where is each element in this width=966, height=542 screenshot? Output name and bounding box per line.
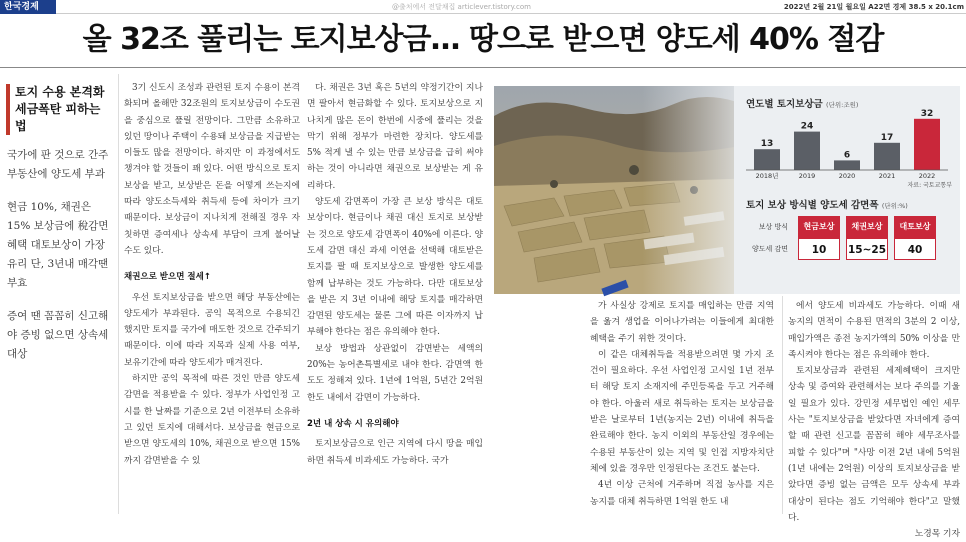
bar-0 [754,149,780,170]
column-divider [118,74,119,514]
bar-category-label-4: 2022 [918,172,936,180]
rate-land: 40 [894,238,936,260]
rate-row [738,238,958,260]
article-column-3 [307,80,483,469]
bar-category-label-2: 2020 [838,172,856,180]
article-column-2 [124,80,300,469]
column-divider [782,296,783,514]
aerial-farmland-photo [494,86,764,294]
subhead-line-2: 세금폭탄 피하는 법 [15,102,101,133]
paragraph: 하지만 공익 목적에 따른 것인 만큼 양도세 감면을 적용받을 수 있다. 정부가 사업인정 고시를 한 날짜를 기준으로 2년 이전부터 소유하고 있던 토지에 대해서다. 보상금을 현금으로 받으면 양도세의 10%, 채권으로 받으면 15%까지 감면받을 수 있 [124,374,300,466]
table-title-text: 토지 보상 방식별 양도세 감면폭 [746,200,879,211]
top-bar [0,0,966,14]
table-unit: (단위:%) [881,202,908,210]
summary-point-2: 현금 10%, 채권은 15% 보상금에 稅감면 혜택 대토보상이 가장 유리 단, 3년내 매각땐 부효 [7,201,109,289]
summary-point-1: 국가에 판 것으로 간주 부동산에 양도세 부과 [7,149,109,180]
byline: 노경목 기자 [914,529,960,540]
section-heading: 채권으로 받으면 절세↑ [124,272,211,283]
rate-cash: 10 [798,238,840,260]
summary-point-3: 증여 땐 꼼꼼히 신고해야 증빙 없으면 상속세 대상 [7,310,109,360]
paragraph: 4년 이상 근처에 거주하며 직접 농사를 지은 농지를 대체 취득하면 1억원 한도 내 [590,480,774,507]
bar-value-label-1: 24 [800,121,814,132]
bar-value-label-3: 17 [880,132,894,143]
paragraph: 양도세 감면폭이 가장 큰 보상 방식은 대토보상이다. 현금이나 채권 대신 토지로 보상받는 것으로 양도세 감면폭이 40%에 이른다. 양도세 감면 대신 과세 이연을 선택해 대토받은 토지를 팔 때 토지보상으로 발생한 양도세를 함께 납부하는 것도 가능하다. 다만 대토보상을 받은 지 3년 이내에 해당 토지를 매각하면 감면된 양도세는 물론 그에 따른 이자까지 납부해야 한다는 점은 유의해야 한다. [307,197,483,338]
method-bond: 채권보상 [846,216,888,238]
paragraph: 토지보상금과 관련된 세제혜택이 크지만 상속 및 증여와 관련해서는 보다 주의를 기울일 필요가 있다. 강민정 세무법인 예인 세무사는 "토지보상금을 받았다면 자녀에게 증여할 때 관련 신고를 꼼꼼히 해야 세무조사를 피할 수 있다"며 "사망 이전 2년 내에 5억원(1년 내에는 2억원) 이상의 토지보상금을 받았다면 증빙 없는 금액은 모두 상속세 부과 대상이 된다는 점도 기억해야 한다"고 말했다. [788,366,960,523]
dateline: 2022년 2월 21일 월요일 A22면 경제 38.5 x 20.1cm [783,3,964,11]
paragraph: 이 같은 대체취득을 적용받으려면 몇 가지 조건이 필요하다. 우선 사업인정 고시일 1년 전부터 해당 토지 소재지에 주민등록을 두고 거주해야 한다. 아울러 새로 취득하는 토지는 보상금을 받은 날로부터 1년(농지는 2년) 이내에 취득을 완료해야 한다. 농지 이외의 부동산일 경우에는 수용된 부동산이 있는 지역 및 인접 지방자치단체에 있을 경우만 인정된다는 조건도 붙는다. [590,349,774,474]
paragraph: 3기 신도시 조성과 관련된 토지 수용이 본격화되며 올해만 32조원의 토지보상금이 수도권을 중심으로 풀릴 전망이다. 그만큼 소유하고 있던 땅이나 주택이 수용돼 보상금을 지급받는 이들도 많을 전망이다. 하지만 이 과정에서도 챙겨야 할 것들이 꽤 있다. 어떤 방식으로 토지보상을 받고, 보상받은 돈을 어떻게 쓰는지에 따라 양도소득세와 취득세 등에 차이가 크기 때문이다. 보상금이 지나치게 전해질 경우 자칫하면 증여세나 상속세 부담이 크게 불어날 수도 있다. [124,83,300,256]
paragraph: 보상 방법과 상관없이 감면받는 세액의 20%는 농어촌특별세로 내야 한다. 감면액 한도도 정해져 있다. 1년에 1억원, 5년간 2억원 한도 내에서 감면이 가능하다. [307,343,483,403]
headline-rule [0,67,966,68]
chart-source: 자료: 국토교통부 [907,182,952,189]
subhead [6,84,110,135]
headline: 올 32조 풀리는 토지보상금… 땅으로 받으면 양도세 40% 절감 [82,22,884,57]
bar-value-label-0: 13 [760,139,774,150]
bar-3 [874,143,900,170]
bar-4 [914,119,940,170]
summary-column [7,146,111,378]
table-title [746,197,908,211]
paragraph: 토지보상금으로 인근 지역에 다시 땅을 매입하면 취득세 비과세도 가능하다. 국가 [307,439,483,466]
chart-unit: (단위:조원) [826,101,859,109]
bar-category-label-1: 2019 [798,172,816,180]
section-heading: 2년 내 상속 시 유의해야 [307,418,399,429]
method-row-label: 보상 방식 [758,223,788,231]
paragraph: 가 사실상 강제로 토지를 매입하는 만큼 지역을 옮겨 생업을 이어나가려는 이들에게 최대한 혜택을 주기 위한 것이다. [590,301,774,344]
source-watermark: @출처에서 전달채집 articlever.tistory.com [392,3,531,11]
method-cash: 현금보상 [798,216,840,238]
paragraph: 다. 채권은 3년 혹은 5년의 약정기간이 지나면 팔아서 현금화할 수 있다. 토지보상으로 지나치게 많은 돈이 한번에 시중에 풀리는 것을 막기 위해 정부가 마련한 장치다. 양도세를 5% 적게 낼 수 있는 만큼 보상금을 급히 써야 하는 것이 아니라면 채권으로 보상받는 게 유리하다. [307,83,483,191]
landscape-illustration [494,86,764,294]
bar-value-label-2: 6 [843,150,851,161]
method-land: 대토보상 [894,216,936,238]
article-column-5 [788,298,960,542]
subhead-line-1: 토지 수용 본격화 [15,85,105,99]
article-column-4 [590,298,774,510]
bar-2 [834,160,860,170]
paragraph: 우선 토지보상금을 받으면 해당 부동산에는 양도세가 부과된다. 공익 목적으로 수용되긴 했지만 토지를 국가에 매도한 것으로 간주되기 때문이다. 이에 따라 지목과 실제 사용 여부, 보유기간에 따라 양도세가 매겨진다. [124,292,300,368]
newspaper-logo: 한국경제 [0,0,56,14]
rate-bond: 15~25 [846,238,888,260]
bar-value-label-4: 32 [920,108,934,119]
rate-row-label: 양도세 감면 [751,245,788,253]
bar-category-label-0: 2018년 [755,172,779,180]
chart-title-text: 연도별 토지보상금 [746,99,823,110]
compensation-bar-chart [734,86,960,182]
bar-1 [794,132,820,170]
bar-category-label-3: 2021 [878,172,896,180]
method-row [738,216,958,238]
infographic-panel [734,86,960,294]
paragraph: 에서 양도세 비과세도 가능하다. 이때 새 농지의 면적이 수용된 면적의 3분의 2 이상, 매입가액은 종전 농지가액의 50% 이상을 만족시켜야 한다는 점은 유의해야 한다. [788,301,960,360]
